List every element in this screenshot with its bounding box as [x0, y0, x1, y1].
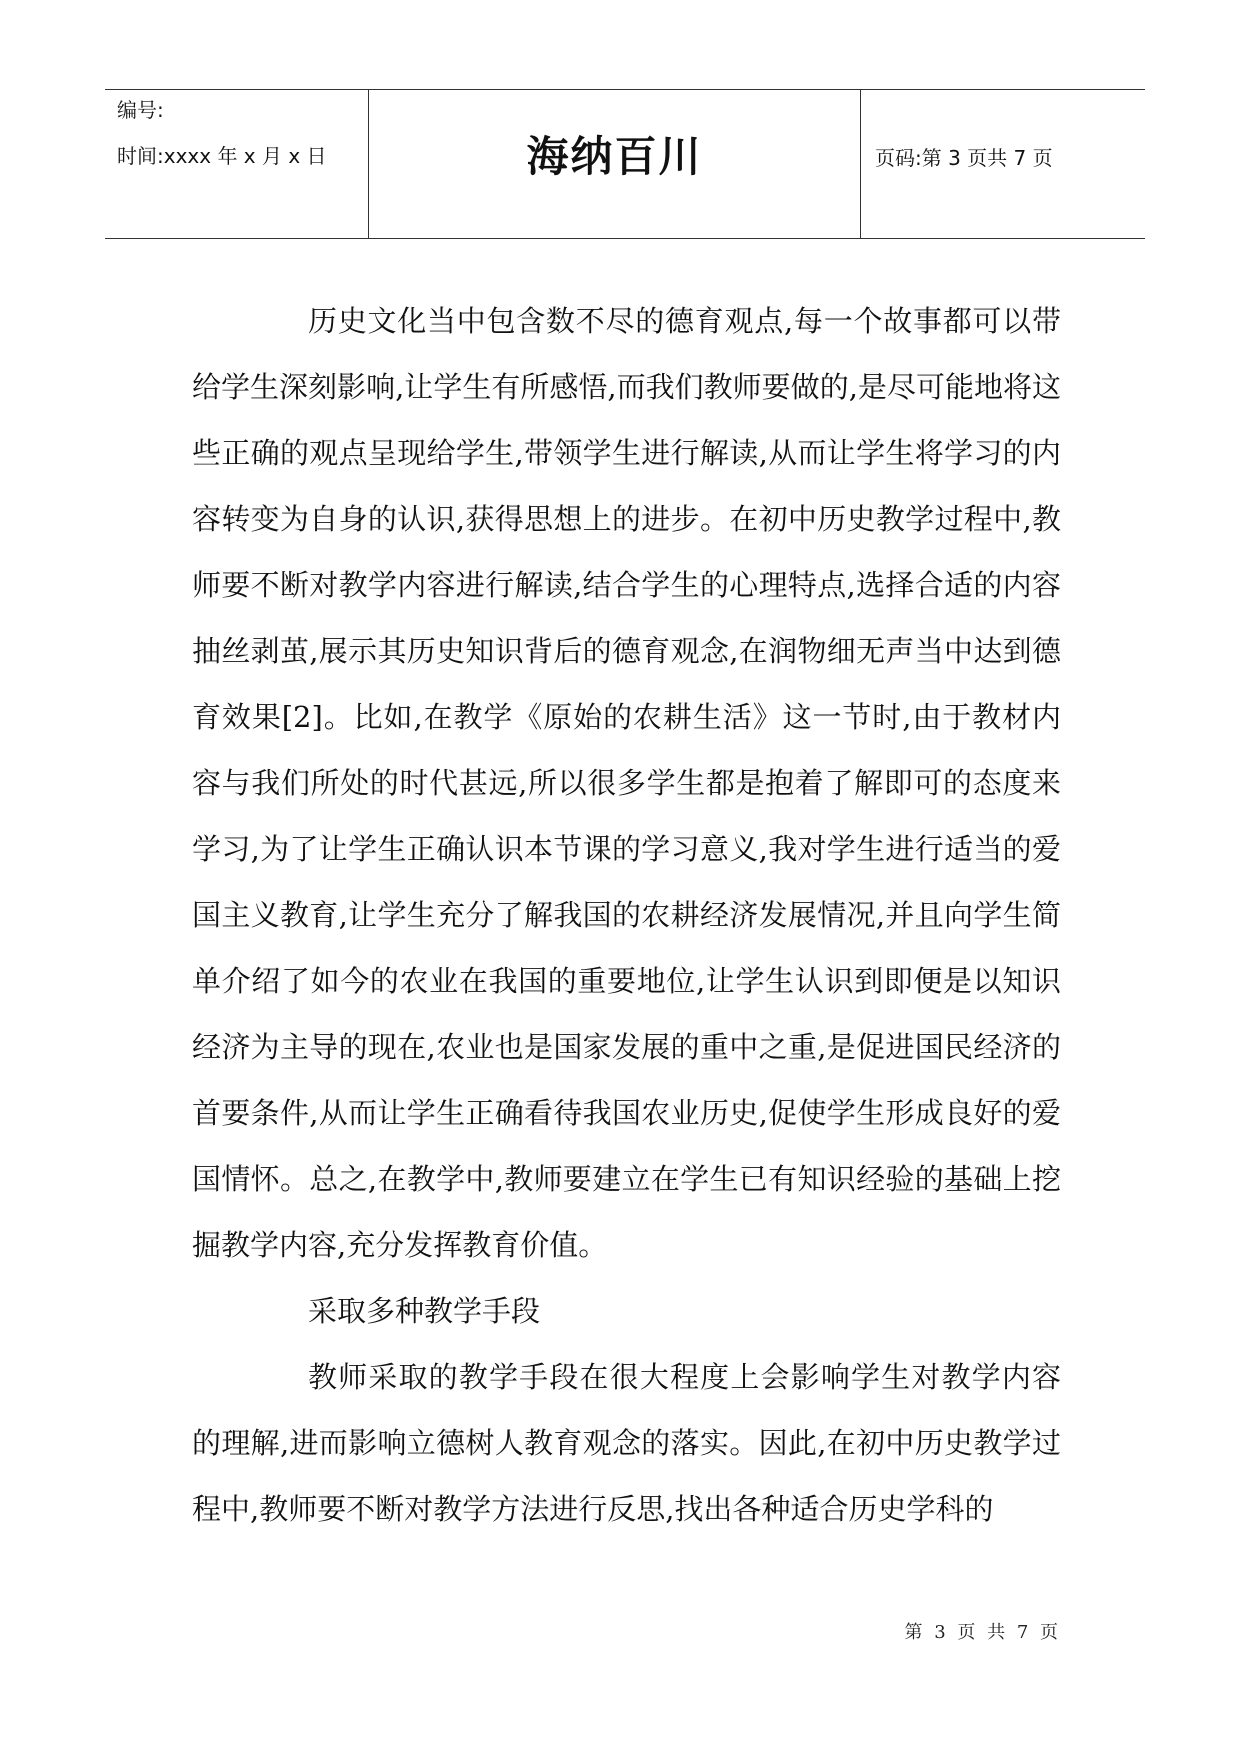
header-left-cell	[105, 90, 369, 238]
brand-title: 海纳百川	[526, 132, 703, 181]
date-label: 时间:xxxx 年 x 月 x 日	[117, 144, 327, 168]
section-heading: 采取多种教学手段	[308, 1294, 541, 1328]
body-paragraph: 历史文化当中包含数不尽的德育观点,每一个故事都可以带给学生深刻影响,让学生有所感悟,而我们教师要做的,是尽可能地将这些正确的观点呈现给学生,带领学生进行解读,从而让学生将学习的内容转变为自身的认识,获得思想上的进步。在初中历史教学过程中,教师要不断对教学内容进行解读,结合学生的心理特点,选择合适的内容抽丝剥茧,展示其历史知识背后的德育观念,在润物细无声当中达到德育效果[2]。比如,在教学《原始的农耕生活》这一节时,由于教材内容与我们所处的时代甚远,所以很多学生都是抱着了解即可的态度来学习,为了让学生正确认识本节课的学习意义,我对学生进行适当的爱国主义教育,让学生充分了解我国的农耕经济发展情况,并且向学生简单介绍了如今的农业在我国的重要地位,让学生认识到即便是以知识经济为主导的现在,农业也是国家发展的重中之重,是促进国民经济的首要条件,从而让学生正确看待我国农业历史,促使学生形成良好的爱国情怀。总之,在教学中,教师要建立在学生已有知识经验的基础上挖掘教学内容,充分发挥教育价值。	[192, 304, 1061, 1262]
header-right-cell	[861, 90, 1145, 238]
header-page-info: 页码:第 3 页共 7 页	[875, 146, 1053, 170]
document-header	[105, 89, 1145, 239]
serial-number-label: 编号:	[117, 98, 164, 122]
body-paragraph: 教师采取的教学手段在很大程度上会影响学生对教学内容的理解,进而影响立德树人教育观念的落实。因此,在初中历史教学过程中,教师要不断对教学方法进行反思,找出各种适合历史学科的	[192, 1360, 1061, 1526]
page-footer-number: 第 3 页 共 7 页	[904, 1622, 1061, 1643]
document-body	[192, 288, 1061, 1542]
header-center-cell	[369, 90, 861, 238]
